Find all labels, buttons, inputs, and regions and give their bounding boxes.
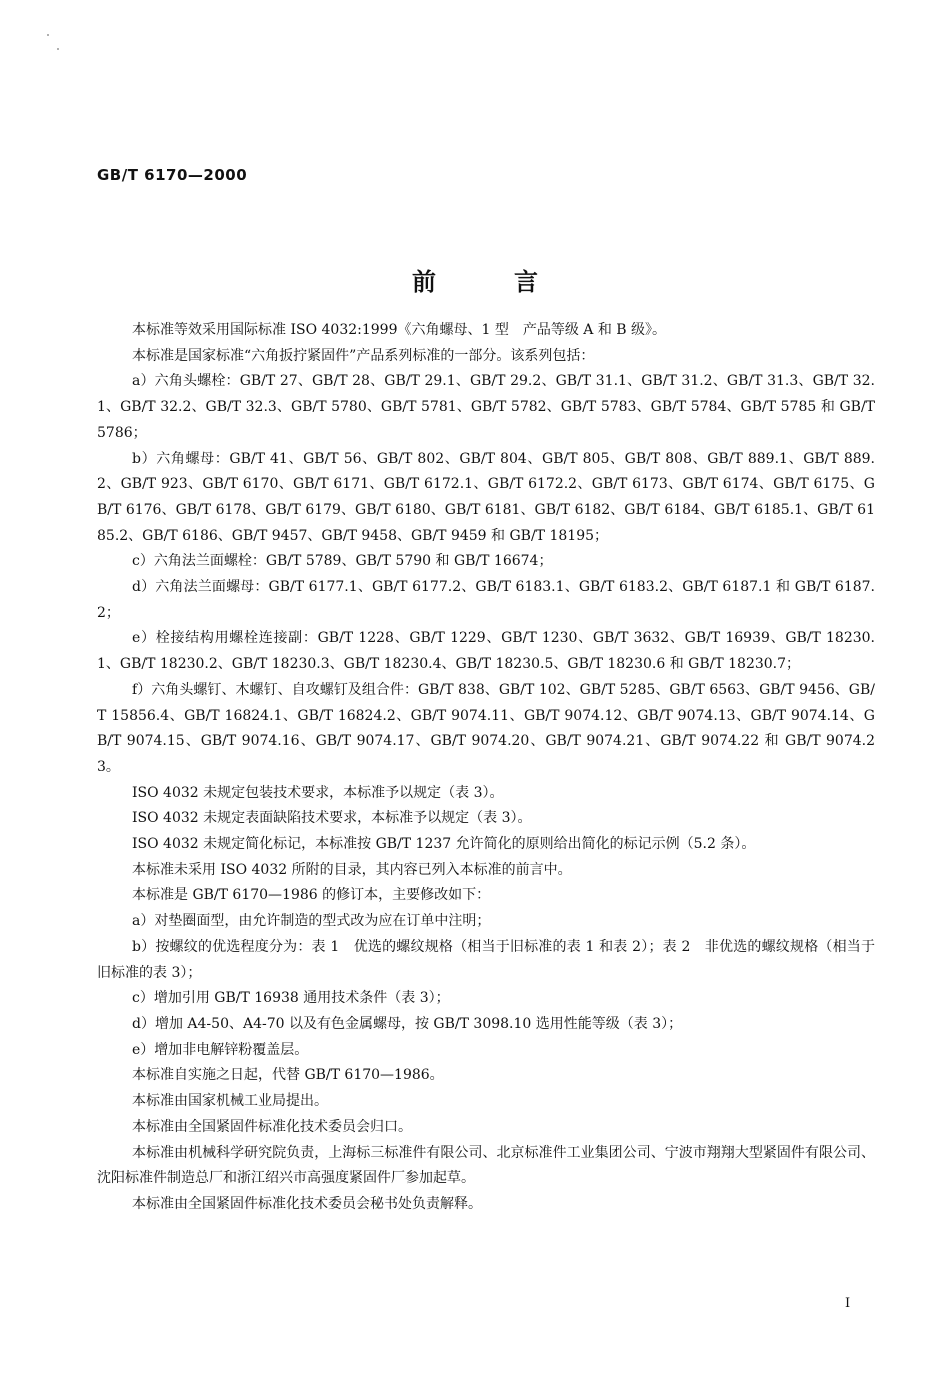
list-item: f）六角头螺钉、木螺钉、自攻螺钉及组合件：GB/T 838、GB/T 102、GB/T 5285、GB/T 6563、GB/T 9456、GB/T 15856.4、GB/T 16824.1、GB/T 16824.2、GB/T 9074.11、GB/T 9074.12、GB/T 9074.13、GB/T 9074.14、GB/T 9074.15、GB/T 9074.16、GB/T 9074.17、GB/T 9074.20、GB/T 9074.21、GB/T 9074.22 和 GB/T 9074.23。 <box>97 681 875 775</box>
paragraph: 本标准自实施之日起，代替 GB/T 6170—1986。 <box>132 1067 444 1084</box>
scan-speck <box>47 34 49 36</box>
paragraph: 本标准由全国紧固件标准化技术委员会秘书处负责解释。 <box>132 1195 482 1212</box>
paragraph: 本标准等效采用国际标准 ISO 4032:1999《六角螺母、1 型 产品等级 A 和 B 级》。 <box>132 322 667 338</box>
list-item: b）六角螺母：GB/T 41、GB/T 56、GB/T 802、GB/T 804、GB/T 805、GB/T 808、GB/T 889.1、GB/T 889.2、GB/T 923、GB/T 6170、GB/T 6171、GB/T 6172.1、GB/T 6172.2、GB/T 6173、GB/T 6174、GB/T 6175、GB/T 6176、GB/T 6178、GB/T 6179、GB/T 6180、GB/T 6181、GB/T 6182、GB/T 6184、GB/T 6185.1、GB/T 6185.2、GB/T 6186、GB/T 9457、GB/T 9458、GB/T 9459 和 GB/T 18195； <box>97 450 875 544</box>
paragraph: 本标准由国家机械工业局提出。 <box>132 1093 328 1110</box>
list-item: e）增加非电解锌粉覆盖层。 <box>132 1041 309 1058</box>
list-item: d）增加 A4-50、A4-70 以及有色金属螺母，按 GB/T 3098.10 选用性能等级（表 3）； <box>132 1015 683 1032</box>
page-number: I <box>845 1296 851 1311</box>
preface-body <box>97 318 875 1218</box>
paragraph: 本标准由全国紧固件标准化技术委员会归口。 <box>132 1118 412 1135</box>
paragraph: 本标准未采用 ISO 4032 所附的目录，其内容已列入本标准的前言中。 <box>132 861 572 878</box>
paragraph: 本标准由机械科学研究院负责，上海标三标准件有限公司、北京标准件工业集团公司、宁波市翔翔大型紧固件有限公司、沈阳标准件制造总厂和浙江绍兴市高强度紧固件厂参加起草。 <box>97 1144 875 1187</box>
paragraph: ISO 4032 未规定简化标记，本标准按 GB/T 1237 允许简化的原则给出简化的标记示例（5.2 条）。 <box>132 836 756 853</box>
list-item: e）栓接结构用螺栓连接副：GB/T 1228、GB/T 1229、GB/T 1230、GB/T 3632、GB/T 16939、GB/T 18230.1、GB/T 18230.2、GB/T 18230.3、GB/T 18230.4、GB/T 18230.5、GB/T 18230.6 和 GB/T 18230.7； <box>97 630 875 673</box>
paragraph: 本标准是国家标准“六角扳拧紧固件”产品系列标准的一部分。该系列包括： <box>132 347 595 364</box>
page-title: 前言 <box>412 268 616 296</box>
list-item: d）六角法兰面螺母：GB/T 6177.1、GB/T 6177.2、GB/T 6183.1、GB/T 6183.2、GB/T 6187.1 和 GB/T 6187.2； <box>97 579 875 621</box>
paragraph: ISO 4032 未规定表面缺陷技术要求，本标准予以规定（表 3）。 <box>132 810 532 827</box>
paragraph: 本标准是 GB/T 6170—1986 的修订本，主要修改如下： <box>132 887 491 904</box>
list-item: a）对垫圈面型，由允许制造的型式改为应在订单中注明； <box>132 913 491 930</box>
list-item: c）增加引用 GB/T 16938 通用技术条件（表 3）； <box>132 990 450 1007</box>
document-id: GB/T 6170—2000 <box>97 166 248 184</box>
list-item: a）六角头螺栓：GB/T 27、GB/T 28、GB/T 29.1、GB/T 29.2、GB/T 31.1、GB/T 31.2、GB/T 31.3、GB/T 32.1、GB/T 32.2、GB/T 32.3、GB/T 5780、GB/T 5781、GB/T 5782、GB/T 5783、GB/T 5784、GB/T 5785 和 GB/T 5786； <box>97 373 875 441</box>
paragraph: ISO 4032 未规定包装技术要求，本标准予以规定（表 3）。 <box>132 784 504 801</box>
list-item: c）六角法兰面螺栓：GB/T 5789、GB/T 5790 和 GB/T 16674； <box>132 553 553 570</box>
list-item: b）按螺纹的优选程度分为：表 1 优选的螺纹规格（相当于旧标准的表 1 和表 2）；表 2 非优选的螺纹规格（相当于旧标准的表 3）； <box>97 938 875 981</box>
scan-speck <box>57 48 59 50</box>
